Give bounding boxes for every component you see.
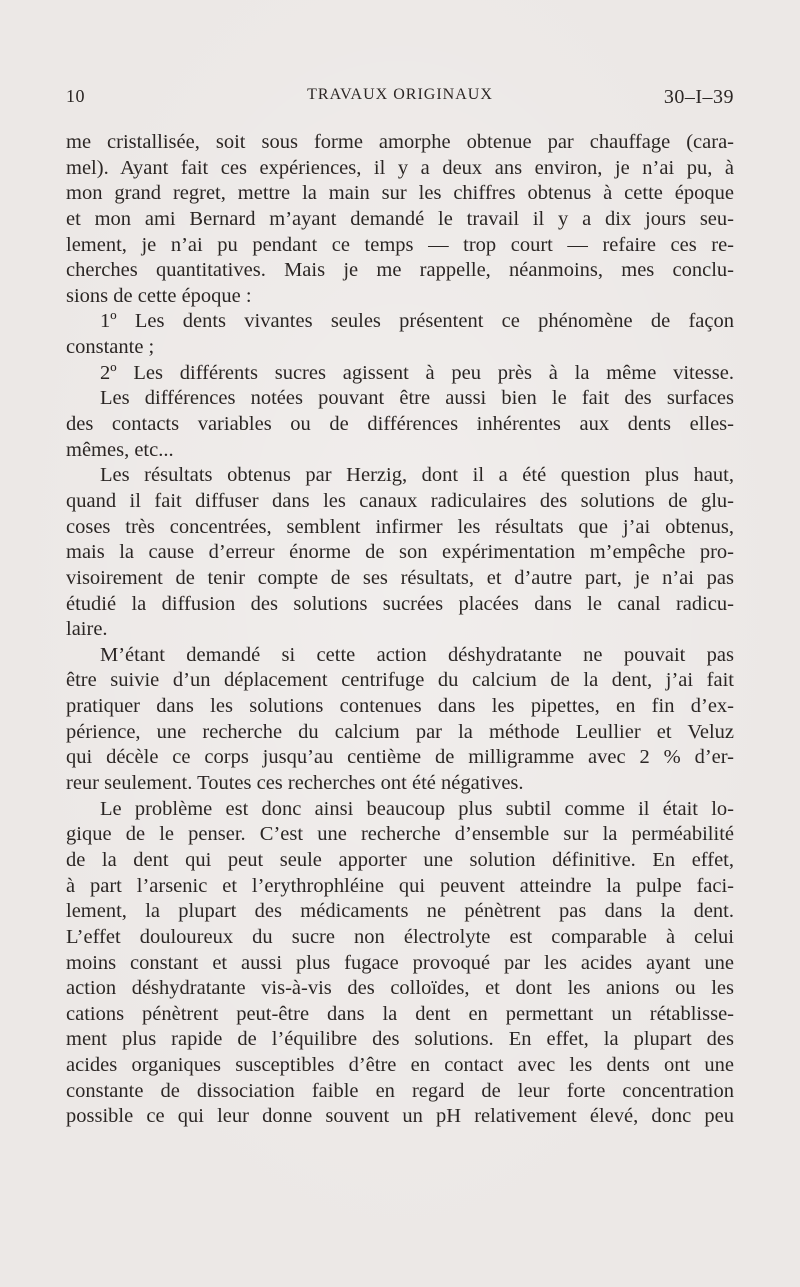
- text-line: qui décèle ce corps jusqu’au centième de milligramme avec 2 % d’er-: [66, 746, 734, 769]
- text-line: lement, la plupart des médicaments ne pénètrent pas dans la dent.: [66, 900, 734, 923]
- text-line: être suivie d’un déplacement centrifuge du calcium de la dent, j’ai fait: [66, 669, 734, 692]
- text-line: cations pénètrent peut-être dans la dent en permettant un rétablisse-: [66, 1002, 734, 1025]
- text-line: mel). Ayant fait ces expériences, il y a deux ans environ, je n’ai pu, à: [66, 156, 734, 179]
- text-line: me cristallisée, soit sous forme amorphe obtenue par chauffage (cara-: [66, 131, 734, 153]
- page-number: 10: [66, 86, 85, 106]
- text-line: et mon ami Bernard m’ayant demandé le travail il y a dix jours seu-: [66, 207, 734, 230]
- text-line: étudié la diffusion des solutions sucrées placées dans le canal radicu-: [66, 592, 734, 615]
- text-line: de la dent qui peut seule apporter une solution définitive. En effet,: [66, 848, 734, 871]
- text-line: action déshydratante vis-à-vis des colloïdes, et dont les anions ou les: [66, 977, 734, 1000]
- text-line: Le problème est donc ainsi beaucoup plus subtil comme il était lo-: [100, 797, 734, 820]
- text-line: mon grand regret, mettre la main sur les chiffres obtenus à cette époque: [66, 182, 734, 205]
- text-line: des contacts variables ou de différences inhérentes aux dents elles-: [66, 413, 734, 436]
- text-line: reur seulement. Toutes ces recherches ont été négatives.: [66, 772, 524, 795]
- article-body: [66, 130, 734, 1130]
- running-title: TRAVAUX ORIGINAUX: [307, 86, 493, 103]
- text-line: coses très concentrées, semblent infirmer les résultats que j’ai obtenus,: [66, 515, 734, 538]
- text-line: L’effet douloureux du sucre non électrolyte est comparable à celui: [66, 925, 734, 948]
- text-line: cherches quantitatives. Mais je me rappelle, néanmoins, mes conclu-: [66, 259, 734, 282]
- text-line: pratiquer dans les solutions contenues dans les pipettes, en fin d’ex-: [66, 695, 734, 718]
- text-line: acides organiques susceptibles d’être en contact avec les dents ont une: [66, 1054, 734, 1077]
- text-line: lement, je n’ai pu pendant ce temps — trop court — refaire ces re-: [66, 233, 734, 256]
- text-line: constante de dissociation faible en regard de leur forte concentration: [66, 1079, 734, 1102]
- text-line: constante ;: [66, 336, 155, 359]
- text-line: mais la cause d’erreur énorme de son expérimentation m’empêche pro-: [66, 541, 734, 564]
- text-line: sions de cette époque :: [66, 284, 252, 307]
- text-line: possible ce qui leur donne souvent un pH relativement élevé, donc peu: [66, 1105, 734, 1128]
- text-line: Les différences notées pouvant être aussi bien le fait des surfaces: [100, 387, 734, 410]
- text-line: périence, une recherche du calcium par la méthode Leullier et Veluz: [66, 720, 734, 743]
- text-line: gique de le penser. C’est une recherche d’ensemble sur la perméabilité: [66, 823, 734, 846]
- text-line: moins constant et aussi plus fugace provoqué par les acides ayant une: [66, 951, 734, 974]
- text-line: 1º Les dents vivantes seules présentent ce phénomène de façon: [100, 310, 734, 333]
- issue-date: 30–I–39: [663, 86, 734, 108]
- page-header: [66, 86, 734, 116]
- text-line: 2º Les différents sucres agissent à peu près à la même vitesse.: [100, 361, 734, 384]
- text-line: ment plus rapide de l’équilibre des solutions. En effet, la plupart des: [66, 1028, 734, 1051]
- text-line: Les résultats obtenus par Herzig, dont il a été question plus haut,: [100, 464, 734, 487]
- text-line: mêmes, etc...: [66, 438, 174, 461]
- text-line: quand il fait diffuser dans les canaux radiculaires des solutions de glu-: [66, 489, 734, 512]
- text-line: M’étant demandé si cette action déshydratante ne pouvait pas: [100, 643, 734, 666]
- text-line: laire.: [66, 618, 108, 641]
- text-line: visoirement de tenir compte de ses résultats, et d’autre part, je n’ai pas: [66, 566, 734, 589]
- text-line: à part l’arsenic et l’erythrophléine qui peuvent atteindre la pulpe faci-: [66, 874, 734, 897]
